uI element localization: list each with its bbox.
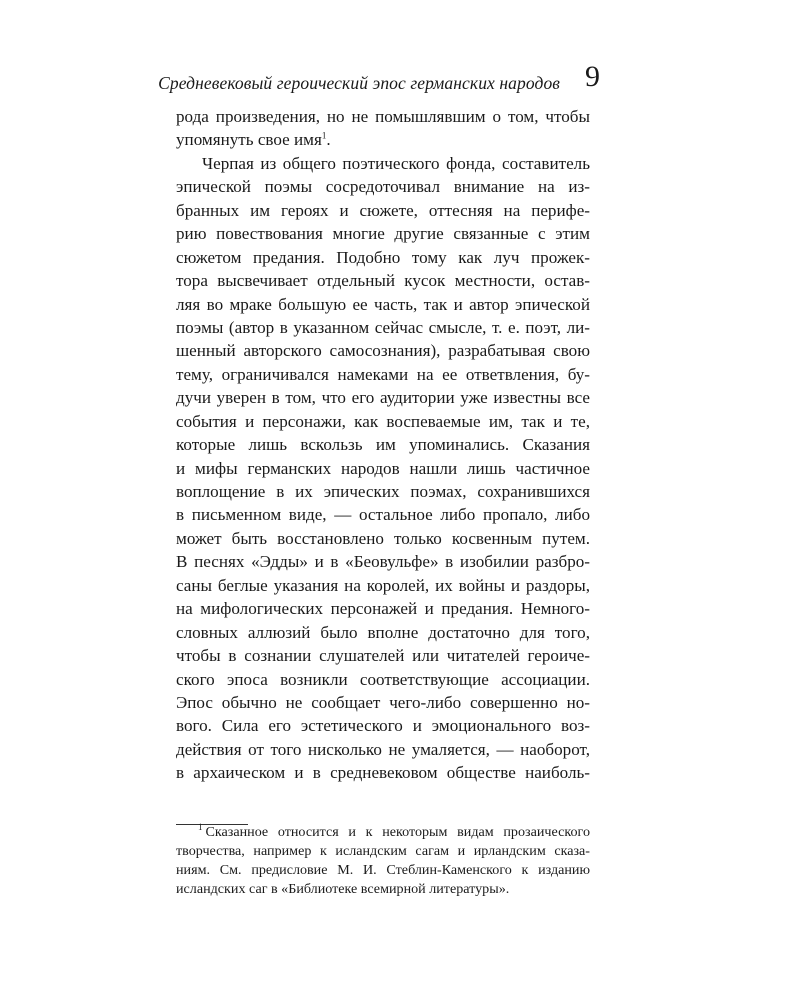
text-line: тора высвечивает отдельный кусок местности, остав- — [176, 271, 590, 291]
text-line: поэмы (автор в указанном сейчас смысле, т. е. поэт, ли- — [176, 317, 590, 337]
footnote-reference[interactable]: 1 — [321, 130, 327, 141]
page-header — [158, 60, 600, 106]
text-line: в письменном виде, — остальное либо пропало, либо — [176, 505, 590, 525]
footnote-marker: 1 — [198, 822, 203, 833]
text-line: может быть восстановлено только косвенным путем. — [176, 528, 590, 548]
sentence-end: . — [326, 130, 331, 150]
footnote-first-line — [176, 823, 590, 842]
text-line: рию повествования многие другие связанные с этим — [176, 224, 590, 244]
text-line: ского эпоса возникли соответствующие ассоциации. — [176, 669, 590, 689]
text-line: саны беглые указания на королей, их войны и раздоры, — [176, 575, 590, 595]
text-line: шенный авторского самосознания), разрабатывая свою — [176, 341, 590, 361]
main-text — [176, 105, 590, 785]
text-line: которые лишь вскользь им упоминались. Сказания — [176, 435, 590, 455]
text-line: дучи уверен в том, что его аудитории уже известны все — [176, 388, 590, 408]
footnote-line: исландских саг в «Библиотеке всемирной литературы». — [176, 881, 510, 897]
page-number: 9 — [585, 60, 600, 93]
text-line: эпической поэмы сосредоточивал внимание на из- — [176, 177, 590, 197]
text-line: бранных им героях и сюжете, оттесняя на перифе- — [176, 200, 590, 220]
text-line: воплощение в их эпических поэмах, сохранившихся — [176, 482, 590, 501]
text-line: рода произведения, но не помышлявшим о том, чтобы — [176, 107, 590, 126]
text-line: ляя во мраке большую ее часть, так и автор эпической — [176, 294, 590, 314]
text-line: действия от того нисколько не умаляется, — наоборот, — [176, 739, 590, 759]
text-line: вого. Сила его эстетического и эмоционального воз- — [176, 716, 590, 736]
text-line: словных аллюзий было вполне достаточно для того, — [176, 622, 590, 642]
running-head: Средневековый героический эпос германских народов — [158, 73, 560, 93]
text-line: на мифологических персонажей и предания. Немного- — [176, 599, 590, 619]
footnote-line: творчества, например к исландским сагам и ирландским сказа- — [176, 843, 590, 859]
text-line — [176, 128, 590, 151]
text-line: В песнях «Эдды» и в «Беовульфе» в изобилии разбро- — [176, 552, 590, 572]
footnote — [176, 823, 590, 899]
text-line: в архаическом и в средневековом обществе наиболь- — [176, 763, 590, 783]
text-line: тему, ограничивался намеками на ее ответвления, бу- — [176, 364, 590, 384]
text-line-content: упомянуть свое имя — [176, 130, 322, 150]
paragraph-first-line: Черпая из общего поэтического фонда, составитель — [202, 153, 590, 173]
footnote-line: ниям. См. предисловие М. И. Стеблин-Каменского к изданию — [176, 862, 590, 878]
text-line: события и персонажи, как воспеваемые им, так и те, — [176, 411, 590, 431]
footnote-line-content: Сказанное относится и к некоторым видам прозаического — [205, 824, 590, 840]
text-line: сюжетом предания. Подобно тому как луч прожек- — [176, 247, 590, 267]
text-line: и мифы германских народов нашли лишь частичное — [176, 458, 590, 478]
text-line: Эпос обычно не сообщает чего-либо совершенно но- — [176, 692, 590, 712]
text-line: чтобы в сознании слушателей или читателей героиче- — [176, 646, 590, 666]
